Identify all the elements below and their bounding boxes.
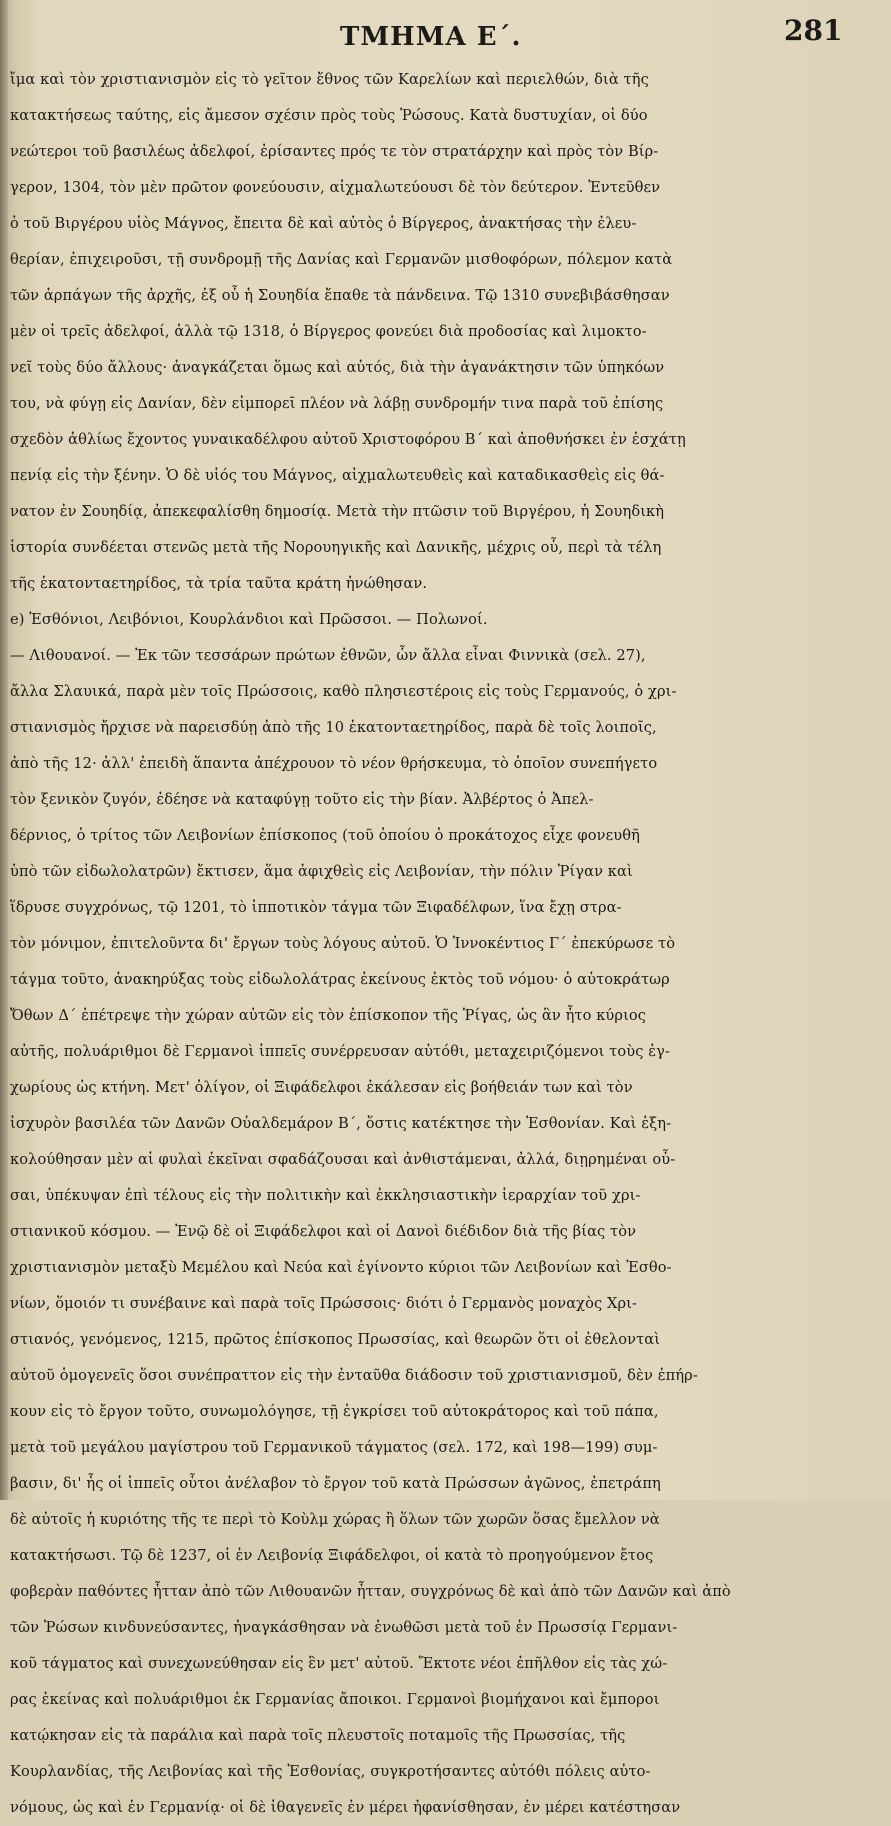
text-line: Ὄθων Δ΄ ἐπέτρεψε τὴν χώραν αὐτῶν εἰς τὸν ἐπίσκοπον τῆς Ῥίγας, ὡς ἂν ἦτο κύριος xyxy=(10,1007,647,1024)
text-line: κουν εἰς τὸ ἔργον τοῦτο, συνωμολόγησε, τῇ ἐγκρίσει τοῦ αὐτοκράτορος καὶ τοῦ πάπα, xyxy=(10,1403,659,1420)
text-line: του, νὰ φύγῃ εἰς Δανίαν, δὲν εἰμπορεῖ πλέον νὰ λάβῃ συνδρομήν τινα παρὰ τοῦ ἐπίσης xyxy=(10,395,664,412)
text-line: ἄλλα Σλαυικά, παρὰ μὲν τοῖς Πρώσσοις, καθὸ πλησιεστέροις εἰς τοὺς Γερμανούς, ὁ χρι- xyxy=(10,683,677,700)
text-line: δὲ αὐτοῖς ἡ κυριότης τῆς τε περὶ τὸ Κοὺλμ χώρας ἢ ὅλων τῶν χωρῶν ὅσας ἔμελλον νὰ xyxy=(10,1511,660,1528)
page-number: 281 xyxy=(784,14,843,47)
text-line: ἱστορία συνδέεται στενῶς μετὰ τῆς Νορουηγικῆς καὶ Δανικῆς, μέχρις οὗ, περὶ τὰ τέλη xyxy=(10,539,662,556)
text-line: αὐτῆς, πολυάριθμοι δὲ Γερμανοὶ ἱππεῖς συνέρρευσαν αὐτόθι, μεταχειριζόμενοι τοὺς ἐγ- xyxy=(10,1043,670,1060)
text-line: κατακτήσωσι. Τῷ δὲ 1237, οἱ ἐν Λειβονίᾳ Ξιφάδελφοι, οἱ κατὰ τὸ προηγούμενον ἔτος xyxy=(10,1547,654,1564)
text-line: τὸν ξενικὸν ζυγόν, ἐδέησε νὰ καταφύγῃ τοῦτο εἰς τὴν βίαν. Ἀλβέρτος ὁ Ἀπελ- xyxy=(10,791,594,808)
text-line: σχεδὸν ἀθλίως ἔχοντος γυναικαδέλφου αὐτοῦ Χριστοφόρου Β΄ καὶ ἀποθνήσκει ἐν ἐσχάτῃ xyxy=(10,431,686,448)
text-line: μετὰ τοῦ μεγάλου μαγίστρου τοῦ Γερμανικοῦ τάγματος (σελ. 172, καὶ 198—199) συμ- xyxy=(10,1439,658,1456)
text-line: ἀπὸ τῆς 12· ἀλλ' ἐπειδὴ ἅπαντα ἀπέχρουον τὸ νέον θρήσκευμα, τὸ ὁποῖον συνεπήγετο xyxy=(10,755,658,772)
text-line: φοβερὰν παθόντες ἧτταν ἀπὸ τῶν Λιθουανῶν ἦτταν, συγχρόνως δὲ καὶ ἀπὸ τῶν Δανῶν καὶ ἀπὸ xyxy=(10,1583,731,1600)
text-line: κοῦ τάγματος καὶ συνεχωνεύθησαν εἰς ἓν μετ' αὐτοῦ. Ἔκτοτε νέοι ἐπῆλθον εἰς τὰς χώ- xyxy=(10,1655,668,1672)
text-line: δέρνιος, ὁ τρίτος τῶν Λειβονίων ἐπίσκοπος (τοῦ ὁποίου ὁ προκάτοχος εἶχε φονευθῆ xyxy=(10,827,640,844)
text-line: κολούθησαν μὲν αἱ φυλαὶ ἐκεῖναι σφαδάζουσαι καὶ ἀνθιστάμεναι, ἀλλά, διῃρημέναι οὖ- xyxy=(10,1151,676,1168)
text-line: βασιν, δι' ἧς οἱ ἱππεῖς οὗτοι ἀνέλαβον τὸ ἔργον τοῦ κατὰ Πρώσσων ἀγῶνος, ἐπετράπη xyxy=(10,1475,661,1492)
text-line: e) Ἐσθόνιοι, Λειβόνιοι, Κουρλάνδιοι καὶ Πρῶσσοι. — Πολωνοί. xyxy=(10,611,488,628)
text-line: χριστιανισμὸν μεταξὺ Μεμέλου καὶ Νεύα καὶ ἐγίνοντο κύριοι τῶν Λειβονίων καὶ Ἐσθο- xyxy=(10,1259,672,1276)
text-line: χωρίους ὡς κτήνη. Μετ' ὀλίγον, οἱ Ξιφάδελφοι ἐκάλεσαν εἰς βοήθειάν των καὶ τὸν xyxy=(10,1079,633,1096)
text-line: αὐτοῦ ὁμογενεῖς ὅσοι συνέπραττον εἰς τὴν ἐνταῦθα διάδοσιν τοῦ χριστιανισμοῦ, δὲν ἐπήρ- xyxy=(10,1367,698,1384)
text-line: νίων, ὅμοιόν τι συνέβαινε καὶ παρὰ τοῖς Πρώσσοις· διότι ὁ Γερμανὸς μοναχὸς Χρι- xyxy=(10,1295,638,1312)
section-title: ΤΜΗΜΑ Ε΄. xyxy=(340,22,522,52)
text-line: ρας ἐκείνας καὶ πολυάριθμοι ἐκ Γερμανίας ἄποικοι. Γερμανοὶ βιομήχανοι καὶ ἔμποροι xyxy=(10,1691,660,1708)
text-line: ἰσχυρὸν βασιλέα τῶν Δανῶν Οὐαλδεμάρον Β΄, ὅστις κατέκτησε τὴν Ἐσθονίαν. Καὶ ἐξη- xyxy=(10,1115,672,1132)
text-line: ὑπὸ τῶν εἰδωλολατρῶν) ἔκτισεν, ἅμα ἀφιχθεὶς εἰς Λειβονίαν, τὴν πόλιν Ῥίγαν καὶ xyxy=(10,863,633,880)
text-line: — Λιθουανοί. — Ἐκ τῶν τεσσάρων πρώτων ἐθνῶν, ὧν ἄλλα εἶναι Φιννικὰ (σελ. 27), xyxy=(10,647,646,664)
text-line: ὁ τοῦ Βιργέρου υἱὸς Μάγνος, ἔπειτα δὲ καὶ αὐτὸς ὁ Βίργερος, ἀνακτήσας τὴν ἐλευ- xyxy=(10,215,637,232)
text-line: κατακτήσεως ταύτης, εἰς ἄμεσον σχέσιν πρὸς τοὺς Ῥώσους. Κατὰ δυστυχίαν, οἱ δύο xyxy=(10,107,648,124)
text-line: τάγμα τοῦτο, ἀνακηρύξας τοὺς εἰδωλολάτρας ἐκείνους ἐκτὸς τοῦ νόμου· ὁ αὐτοκράτωρ xyxy=(10,971,670,988)
text-line: νατον ἐν Σουηδίᾳ, ἀπεκεφαλίσθη δημοσίᾳ. Μετὰ τὴν πτῶσιν τοῦ Βιργέρου, ἡ Σουηδικὴ xyxy=(10,503,665,520)
text-line: νόμους, ὡς καὶ ἐν Γερμανίᾳ· οἱ δὲ ἰθαγενεῖς ἐν μέρει ἠφανίσθησαν, ἐν μέρει κατέστησαν xyxy=(10,1799,681,1816)
text-line: ἵδρυσε συγχρόνως, τῷ 1201, τὸ ἱπποτικὸν τάγμα τῶν Ξιφαδέλφων, ἵνα ἔχῃ στρα- xyxy=(10,899,622,916)
text-line: στιανισμὸς ἤρχισε νὰ παρεισδύῃ ἀπὸ τῆς 10 ἑκατονταετηρίδος, παρὰ δὲ τοῖς λοιποῖς, xyxy=(10,719,657,736)
text-line: νεῖ τοὺς δύο ἄλλους· ἀναγκάζεται ὅμως καὶ αὐτός, διὰ τὴν ἀγανάκτησιν τῶν ὑπηκόων xyxy=(10,359,665,376)
text-line: τῆς ἑκατονταετηρίδος, τὰ τρία ταῦτα κράτη ἡνώθησαν. xyxy=(10,575,428,592)
text-line: κατῴκησαν εἰς τὰ παράλια καὶ παρὰ τοῖς πλευστοῖς ποταμοῖς τῆς Πρωσσίας, τῆς xyxy=(10,1727,626,1744)
text-line: στιανικοῦ κόσμου. — Ἐνῷ δὲ οἱ Ξιφάδελφοι καὶ οἱ Δανοὶ διέδιδον διὰ τῆς βίας τὸν xyxy=(10,1223,637,1240)
book-spine-shadow xyxy=(0,0,8,1500)
text-line: γερον, 1304, τὸν μὲν πρῶτον φονεύουσιν, αἰχμαλωτεύουσι δὲ τὸν δεύτερον. Ἐντεῦθεν xyxy=(10,179,661,196)
text-line: τὸν μόνιμον, ἐπιτελοῦντα δι' ἔργων τοὺς λόγους αὐτοῦ. Ὁ Ἰννοκέντιος Γ΄ ἐπεκύρωσε τὸ xyxy=(10,935,676,952)
text-line: Κουρλανδίας, τῆς Λειβονίας καὶ τῆς Ἐσθονίας, συγκροτήσαντες αὐτόθι πόλεις αὐτο- xyxy=(10,1763,651,1780)
text-line: θερίαν, ἐπιχειροῦσι, τῇ συνδρομῇ τῆς Δανίας καὶ Γερμανῶν μισθοφόρων, πόλεμον κατὰ xyxy=(10,251,673,268)
page-header xyxy=(0,14,891,56)
text-line: ἴμα καὶ τὸν χριστιανισμὸν εἰς τὸ γεῖτον ἔθνος τῶν Καρελίων καὶ περιελθών, διὰ τῆς xyxy=(10,71,649,88)
body-text xyxy=(10,62,822,1826)
text-line: πενίᾳ εἰς τὴν ξένην. Ὁ δὲ υἱός του Μάγνος, αἰχμαλωτευθεὶς καὶ καταδικασθεὶς εἰς θά- xyxy=(10,467,665,484)
text-line: τῶν ἁρπάγων τῆς ἀρχῆς, ἐξ οὗ ἡ Σουηδία ἔπαθε τὰ πάνδεινα. Τῷ 1310 συνεβιβάσθησαν xyxy=(10,287,670,304)
text-line: νεώτεροι τοῦ βασιλέως ἀδελφοί, ἐρίσαντες πρός τε τὸν στρατάρχην καὶ πρὸς τὸν Βίρ- xyxy=(10,143,659,160)
text-line: τῶν Ῥώσων κινδυνεύσαντες, ἠναγκάσθησαν νὰ ἑνωθῶσι μετὰ τοῦ ἐν Πρωσσίᾳ Γερμανι- xyxy=(10,1619,678,1636)
text-line: στιανός, γενόμενος, 1215, πρῶτος ἐπίσκοπος Πρωσσίας, καὶ θεωρῶν ὅτι οἱ ἐθελονταὶ xyxy=(10,1331,661,1348)
text-line: μὲν οἱ τρεῖς ἀδελφοί, ἀλλὰ τῷ 1318, ὁ Βίργερος φονεύει διὰ προδοσίας καὶ λιμοκτο- xyxy=(10,323,647,340)
text-line: σαι, ὑπέκυψαν ἐπὶ τέλους εἰς τὴν πολιτικὴν καὶ ἐκκλησιαστικὴν ἱεραρχίαν τοῦ χρι- xyxy=(10,1187,641,1204)
